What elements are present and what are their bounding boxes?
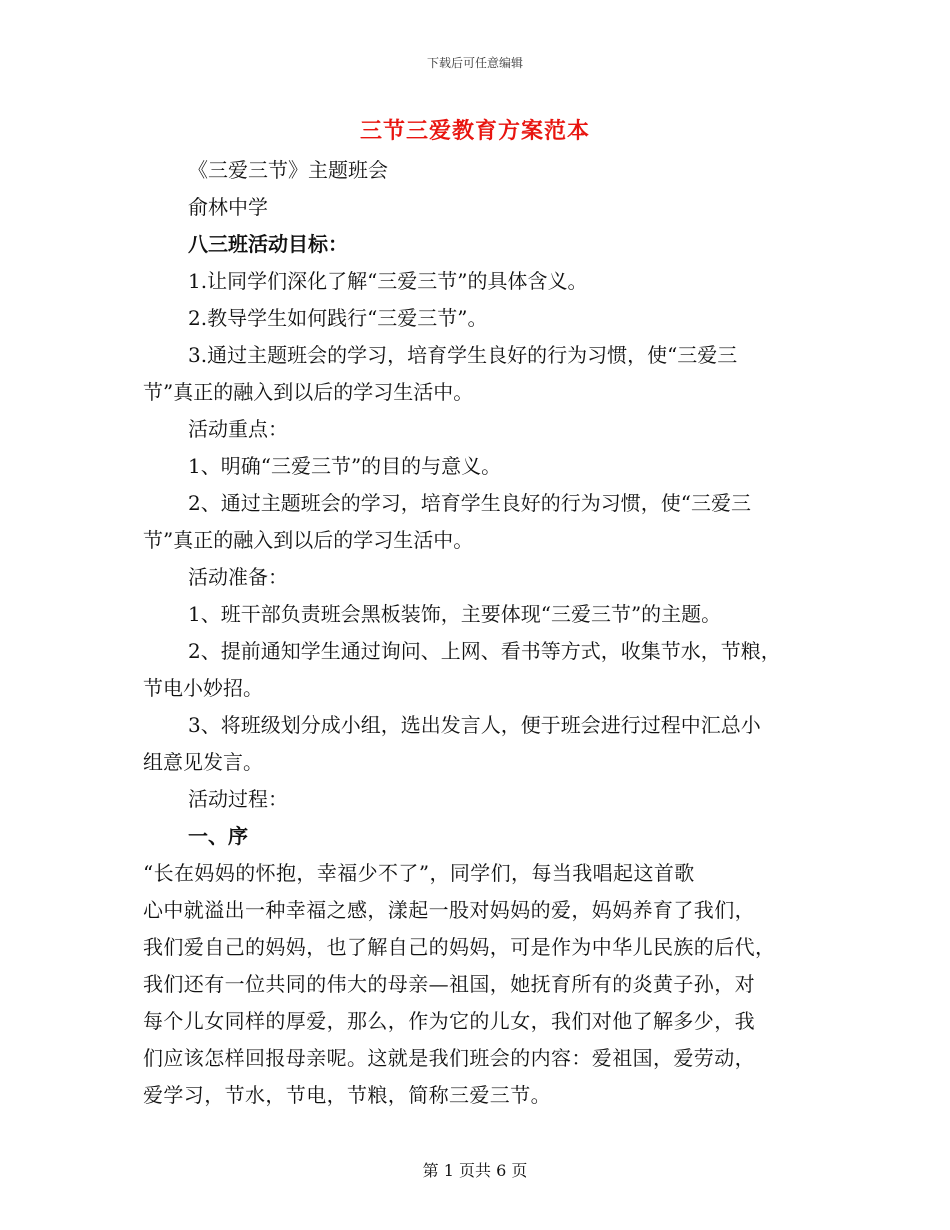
prep-item-1: 1、班干部负责班会黑板装饰，主要体现“三爱三节”的主题。 — [188, 602, 722, 626]
heading-focus: 活动重点： — [188, 417, 288, 441]
preface-line: 每个儿女同样的厚爱，那么，作为它的儿女，我们对他了解多少，我 — [143, 1009, 755, 1033]
heading-goals: 八三班活动目标： — [188, 232, 348, 256]
paragraph-theme: 《三爱三节》主题班会 — [188, 158, 388, 182]
preface-text — [143, 855, 813, 1114]
focus-item-2: 2、通过主题班会的学习，培育学生良好的行为习惯，使“三爱三 — [188, 491, 751, 515]
prep-item-2-cont: 节电小妙招。 — [143, 676, 263, 700]
preface-line: 我们爱自己的妈妈，也了解自己的妈妈，可是作为中华儿民族的后代， — [143, 935, 776, 959]
preface-line: 们应该怎样回报母亲呢。这就是我们班会的内容：爱祖国，爱劳动， — [143, 1046, 755, 1070]
focus-item-1: 1、明确“三爱三节”的目的与意义。 — [188, 454, 502, 478]
heading-process: 活动过程： — [188, 787, 288, 811]
prep-item-3: 3、将班级划分成小组，选出发言人，便于班会进行过程中汇总小 — [188, 713, 761, 737]
preface-line: 爱学习，节水，节电，节粮，简称三爱三节。 — [143, 1083, 551, 1107]
page-header: 下载后可任意编辑 — [426, 56, 523, 70]
prep-item-2: 2、提前通知学生通过询问、上网、看书等方式，收集节水，节粮， — [188, 639, 781, 663]
goal-item-1: 1.让同学们深化了解“三爱三节”的具体含义。 — [188, 269, 588, 293]
page-footer: 第 1 页共 6 页 — [422, 1161, 528, 1180]
section-heading-preface: 一、序 — [188, 824, 248, 848]
preface-line: “长在妈妈的怀抱，幸福少不了”，同学们，每当我唱起这首歌 — [143, 861, 695, 885]
document-body — [143, 152, 813, 1114]
paragraph-school: 俞林中学 — [188, 195, 268, 219]
goal-item-3-cont: 节”真正的融入到以后的学习生活中。 — [143, 380, 474, 404]
document-title: 三节三爱教育方案范本 — [359, 118, 590, 144]
heading-preparation: 活动准备： — [188, 565, 288, 589]
prep-item-3-cont: 组意见发言。 — [143, 750, 263, 774]
preface-line: 我们还有一位共同的伟大的母亲—祖国，她抚育所有的炎黄子孙，对 — [143, 972, 755, 996]
goal-item-3: 3.通过主题班会的学习，培育学生良好的行为习惯，使“三爱三 — [188, 343, 738, 367]
goal-item-2: 2.教导学生如何践行“三爱三节”。 — [188, 306, 488, 330]
focus-item-2-cont: 节”真正的融入到以后的学习生活中。 — [143, 528, 474, 552]
preface-line: 心中就溢出一种幸福之感，漾起一股对妈妈的爱，妈妈养育了我们， — [143, 898, 755, 922]
